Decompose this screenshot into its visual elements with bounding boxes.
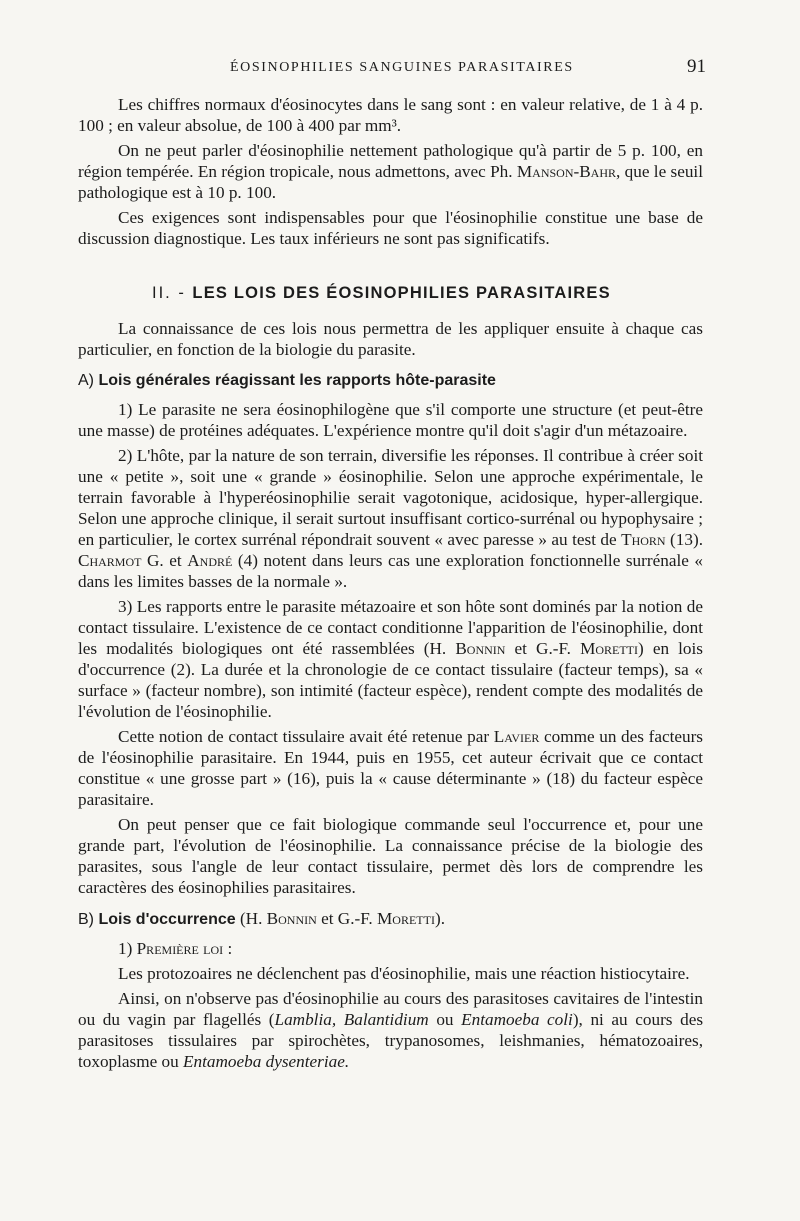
- page-body: [78, 94, 703, 1076]
- paragraph-law-2: 2) L'hôte, par la nature de son terrain, diversifie les réponses. Il contribue à créer soit une « petite », soit une « grande » éosinophilie. Selon une approche expérimentale, le terrain favorable à l'hyperéosinophilie serait vagotonique, acidosique, hyper-allergique. Selon une approche clinique, il serait surtout insuffisant cortico-surrénal ou hypophysaire ; en particulier, le cortex surrénal répondrait souvent « avec paresse » au test de Thorn (13). Charmot G. et André (4) notent dans leurs cas une exploration fonctionnelle surrénale « dans les limites basses de la normale ».: [78, 446, 703, 591]
- first-law-heading: 1) Première loi :: [118, 939, 233, 958]
- paragraph-law-1: 1) Le parasite ne sera éosinophilogène que s'il comporte une structure (et peut-être une masse) de protéines adéquates. L'expérience montre qu'il doit s'agir d'un métazoaire.: [78, 400, 703, 440]
- paragraph-law-3: 3) Les rapports entre le parasite métazoaire et son hôte sont dominés par la notion de contact tissulaire. L'existence de ce contact conditionne l'apparition de l'éosinophilie, dont les modalités biologiques ont été rassemblées (H. Bonnin et G.-F. Moretti) en lois d'occurrence (2). La durée et la chronologie de ce contact tissulaire (facteur temps), sa « surface » (facteur nombre), son intimité (facteur espèce), rendent compte des modalités de l'évolution de l'éosinophilie.: [78, 597, 703, 721]
- paragraph-normal-values: Les chiffres normaux d'éosinocytes dans le sang sont : en valeur relative, de 1 à 4 p. 100 ; en valeur absolue, de 100 à 400 par mm³.: [78, 95, 703, 135]
- paragraph-section-intro: La connaissance de ces lois nous permettra de les appliquer ensuite à chaque cas particulier, en fonction de la biologie du parasite.: [78, 319, 703, 359]
- section-title: LES LOIS DES ÉOSINOPHILIES PARASITAIRES: [192, 284, 611, 302]
- author-name: Thorn: [621, 530, 666, 549]
- subsection-title-b: Lois d'occurrence: [98, 911, 236, 928]
- paragraph-protozoa: Les protozoaires ne déclenchent pas d'éosinophilie, mais une réaction histiocytaire.: [118, 964, 690, 983]
- taxon-name: Lamblia, Balantidium: [274, 1010, 429, 1029]
- page-number: 91: [687, 56, 706, 77]
- section-heading: [152, 283, 703, 304]
- subsection-heading-a: A) Lois générales réagissant les rapports hôte-parasite: [78, 372, 496, 389]
- author-name: Moretti: [580, 639, 639, 658]
- author-name: Bonnin: [266, 909, 317, 928]
- paragraph-pathological-threshold: On ne peut parler d'éosinophilie nettement pathologique qu'à partir de 5 p. 100, en région tempérée. En région tropicale, nous admettons, avec Ph. Manson-Bahr, que le seuil pathologique est à 10 p. 100.: [78, 141, 703, 202]
- subsection-heading-b: B) Lois d'occurrence (H. Bonnin et G.-F. Moretti).: [78, 909, 445, 928]
- author-name: Lavier: [493, 727, 540, 746]
- author-name: Charmot: [78, 551, 142, 570]
- author-name: Moretti: [377, 909, 435, 928]
- author-name: André: [187, 551, 233, 570]
- subsection-title-a: Lois générales réagissant les rapports hôte-parasite: [98, 372, 496, 389]
- author-name: Bonnin: [455, 639, 506, 658]
- paragraph-biology: On peut penser que ce fait biologique commande seul l'occurrence et, pour une grande part, l'évolution de l'éosinophilie. La connaissance précise de la biologie des parasites, sous l'angle de leur contact tissulaire, permet dès lors de comprendre les caractères des éosinophilies parasitaires.: [78, 815, 703, 897]
- taxon-name: Entamoeba coli: [461, 1010, 573, 1029]
- paragraph-examples: Ainsi, on n'observe pas d'éosinophilie au cours des parasitoses cavitaires de l'intestin ou du vagin par flagellés (Lamblia, Balantidium ou Entamoeba coli), ni au cours des parasitoses tissulaires par spirochètes, trypanosomes, leishmanies, hématozoaires, toxoplasme ou Entamoeba dysenteriae.: [78, 989, 704, 1071]
- section-number: II. -: [152, 284, 193, 302]
- paragraph-tissue-contact: Cette notion de contact tissulaire avait été retenue par Lavier comme un des facteurs de l'éosinophilie parasitaire. En 1944, puis en 1955, cet auteur écrivait que ce contact constitue « une grosse part » (16), puis la « cause déterminante » (18) du facteur espèce parasitaire.: [78, 727, 703, 809]
- author-name: Manson-Bahr: [516, 162, 617, 181]
- taxon-name: Entamoeba dysenteriae.: [183, 1052, 350, 1071]
- first-law-title: Première loi: [136, 939, 224, 958]
- running-title: ÉOSINOPHILIES SANGUINES PARASITAIRES: [230, 60, 574, 75]
- paragraph-requirements: Ces exigences sont indispensables pour que l'éosinophilie constitue une base de discussion diagnostique. Les taux inférieurs ne sont pas significatifs.: [78, 208, 703, 248]
